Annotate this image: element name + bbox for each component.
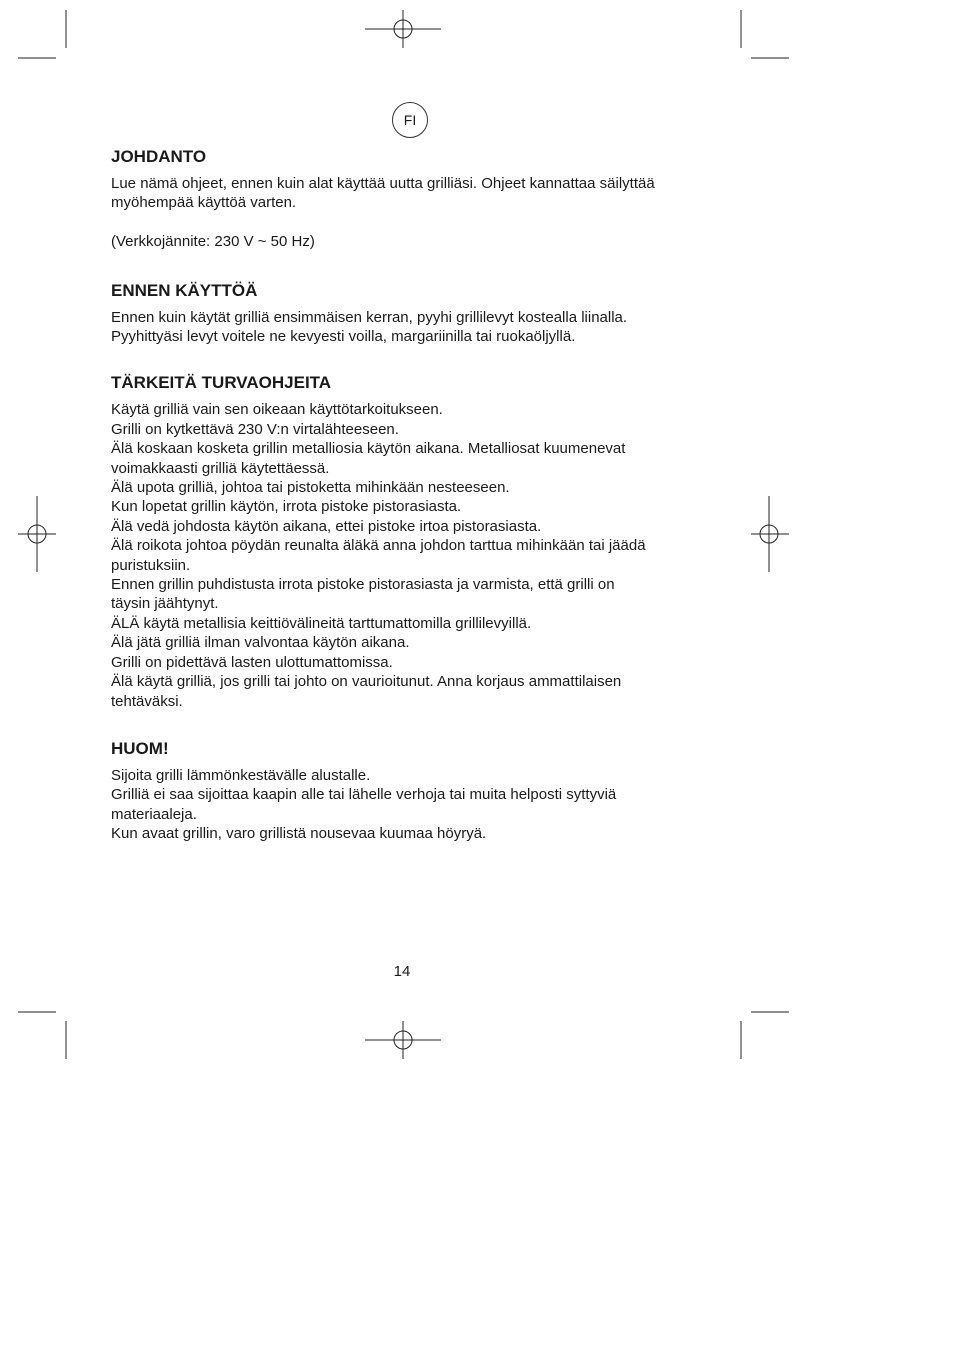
section-heading-before-use: ENNEN KÄYTTÖÄ bbox=[111, 280, 258, 300]
section-heading-safety-instructions: TÄRKEITÄ TURVAOHJEITA bbox=[111, 373, 332, 393]
text-line: Älä roikota johtoa pöydän reunalta äläkä anna johdon tarttua mihinkään tai jäädä bbox=[111, 537, 646, 555]
text-line: Käytä grilliä vain sen oikeaan käyttötarkoitukseen. bbox=[111, 401, 443, 419]
section-introduction bbox=[111, 146, 711, 252]
text-line: Grilli on pidettävä lasten ulottumattomissa. bbox=[111, 653, 393, 671]
document-body bbox=[111, 146, 711, 844]
text-line: Sijoita grilli lämmönkestävälle alustalle. bbox=[111, 766, 371, 784]
text-line: Älä upota grilliä, johtoa tai pistoketta mihinkään nesteeseen. bbox=[111, 479, 510, 497]
section-heading-note: HUOM! bbox=[111, 738, 169, 758]
text-line: Grilliä ei saa sijoittaa kaapin alle tai lähelle verhoja tai muita helposti syttyviä bbox=[111, 786, 617, 804]
text-line: puristuksiin. bbox=[111, 556, 191, 574]
text-line: Kun avaat grillin, varo grillistä nousevaa kuumaa höyryä. bbox=[111, 825, 487, 843]
text-line: Pyyhittyäsi levyt voitele ne kevyesti voilla, margariinilla tai ruokaöljyllä. bbox=[111, 328, 576, 346]
text-line: täysin jäähtynyt. bbox=[111, 595, 219, 613]
language-badge: FI bbox=[392, 102, 428, 138]
text-line: voimakkaasti grilliä käytettäessä. bbox=[111, 459, 330, 477]
text-line: Grilli on kytkettävä 230 V:n virtalähteeseen. bbox=[111, 420, 399, 438]
registration-target-bottom-icon bbox=[365, 1021, 441, 1059]
text-line: Älä vedä johdosta käytön aikana, ettei pistoke irtoa pistorasiasta. bbox=[111, 517, 542, 535]
registration-target-right-icon bbox=[751, 496, 789, 572]
section-heading-introduction: JOHDANTO bbox=[111, 147, 207, 166]
text-line: Älä jätä grilliä ilman valvontaa käytön aikana. bbox=[111, 634, 410, 652]
paragraph bbox=[111, 232, 711, 251]
section-note bbox=[111, 738, 711, 844]
text-line: Ennen grillin puhdistusta irrota pistoke pistorasiasta ja varmista, että grilli on bbox=[111, 576, 615, 594]
text-line: ÄLÄ käytä metallisia keittiövälineitä tarttumattomilla grillilevyillä. bbox=[111, 614, 532, 632]
paragraph bbox=[111, 400, 711, 711]
registration-target-top-icon bbox=[365, 10, 441, 48]
paragraph bbox=[111, 308, 711, 347]
text-line: Ennen kuin käytät grilliä ensimmäisen kerran, pyyhi grillilevyt kostealla liinalla. bbox=[111, 308, 628, 326]
text-line: Lue nämä ohjeet, ennen kuin alat käyttää uutta grilliäsi. Ohjeet kannattaa säilyttää bbox=[111, 175, 655, 192]
text-line: tehtäväksi. bbox=[111, 692, 183, 710]
text-line: myöhempää käyttöä varten. bbox=[111, 194, 297, 212]
text-line: (Verkkojännite: 230 V ~ 50 Hz) bbox=[111, 233, 315, 251]
paragraph bbox=[111, 174, 711, 213]
text-line: Älä käytä grilliä, jos grilli tai johto on vaurioitunut. Anna korjaus ammattilaisen bbox=[111, 673, 622, 691]
paragraph bbox=[111, 766, 711, 844]
page-number: 14 bbox=[393, 963, 411, 980]
section-before-use bbox=[111, 280, 711, 347]
text-line: materiaaleja. bbox=[111, 805, 197, 823]
section-safety-instructions bbox=[111, 372, 711, 711]
text-line: Älä koskaan kosketa grillin metalliosia käytön aikana. Metalliosat kuumenevat bbox=[111, 440, 626, 458]
registration-target-left-icon bbox=[18, 496, 56, 572]
text-line: Kun lopetat grillin käytön, irrota pistoke pistorasiasta. bbox=[111, 498, 462, 516]
